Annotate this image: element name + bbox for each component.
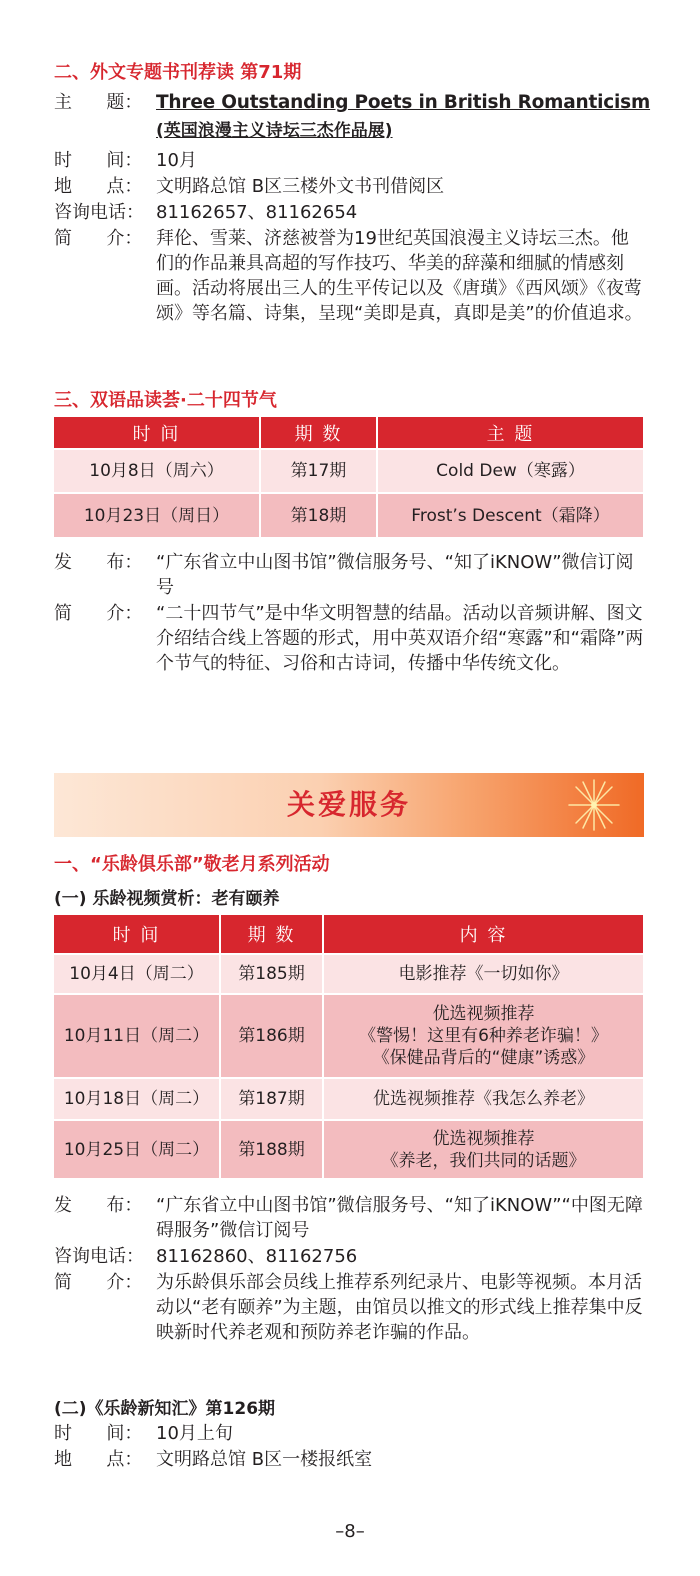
time-label: 时 间：: [54, 1423, 143, 1444]
header-time: 时 间: [54, 915, 220, 954]
phone-label: 咨询电话：: [54, 202, 144, 223]
phone-label: 咨询电话：: [54, 1246, 144, 1267]
intro-value: “二十四节气”是中华文明智慧的结晶。活动以音频讲解、图文介绍结合线上答题的形式，用中英双语介绍“寒露”和“霜降”两个节气的特征、习俗和古诗词，传播中华传统文化。: [156, 603, 644, 674]
publish-row: [54, 1193, 646, 1245]
cell-theme: Frost’s Descent（霜降）: [377, 493, 643, 537]
cell-issue: 第185期: [220, 954, 323, 994]
cell-date: 10月8日（周六）: [54, 449, 260, 493]
cell-issue: 第187期: [220, 1078, 323, 1120]
care-services-banner: [54, 773, 644, 837]
section-foreign-books-title: 二、外文专题书刊荐读 第71期: [54, 62, 302, 83]
theme-label: 主 题：: [54, 92, 143, 113]
publish-label: 发 布：: [54, 552, 143, 573]
phone-value: 81162657、81162654: [156, 202, 358, 223]
place-label: 地 点：: [54, 176, 143, 197]
publish-row: [54, 550, 646, 602]
header-time: 时 间: [54, 417, 260, 449]
cell-content: 优选视频推荐《我怎么养老》: [323, 1078, 643, 1120]
senior-knowledge-title: (二)《乐龄新知汇》第126期: [54, 1399, 276, 1419]
theme-row: [54, 90, 651, 146]
time-value: 10月: [156, 150, 197, 171]
place-value: 文明路总馆 B区三楼外文书刊借阅区: [156, 176, 445, 197]
table-row: [54, 449, 643, 493]
publish-value: “广东省立中山图书馆”微信服务号、“知了iKNOW”“中图无障碍服务”微信订阅号: [156, 1195, 643, 1241]
intro-value: 拜伦、雪莱、济慈被誉为19世纪英国浪漫主义诗坛三杰。他们的作品兼具高超的写作技巧、华美的辞藻和细腻的情感刻画。活动将展出三人的生平传记以及《唐璜》《西风颂》《夜莺颂》等名篇、诗集，呈现“美即是真，真即是美”的价值追求。: [156, 228, 643, 324]
cell-content: 优选视频推荐 《养老，我们共同的话题》: [323, 1120, 643, 1178]
section-bilingual-title: 三、双语品读荟·二十四节气: [54, 390, 277, 411]
cell-issue: 第186期: [220, 994, 323, 1078]
cell-content: 优选视频推荐 《警惕！这里有6种养老诈骗！》 《保健品背后的“健康”诱惑》: [323, 994, 643, 1078]
intro-row: [54, 226, 646, 356]
publish-label: 发 布：: [54, 1195, 143, 1216]
publish-value: “广东省立中山图书馆”微信服务号、“知了iKNOW”微信订阅号: [156, 552, 634, 598]
intro-value: 为乐龄俱乐部会员线上推荐系列纪录片、电影等视频。本月活动以“老有颐养”为主题，由馆员以推文的形式线上推荐集中反映新时代养老观和预防养老诈骗的作品。: [156, 1272, 643, 1343]
intro-label: 简 介：: [54, 603, 143, 624]
theme-chinese: (英国浪漫主义诗坛三杰作品展): [156, 121, 393, 141]
cell-theme: Cold Dew（寒露）: [377, 449, 643, 493]
cell-content: 电影推荐《一切如你》: [323, 954, 643, 994]
header-issue: 期 数: [260, 417, 377, 449]
senior-club-title: 一、“乐龄俱乐部”敬老月系列活动: [54, 854, 330, 875]
table-row: [54, 493, 643, 537]
banner-title: 关爱服务: [286, 788, 411, 821]
table-row: [54, 994, 643, 1078]
cell-date: 10月18日（周二）: [54, 1078, 220, 1120]
page-number: –8–: [335, 1521, 365, 1542]
cell-issue: 第17期: [260, 449, 377, 493]
senior-video-table: [54, 915, 643, 1178]
theme-english: Three Outstanding Poets in British Romanticism: [156, 92, 651, 113]
intro-label: 简 介：: [54, 228, 143, 249]
intro-row: [54, 601, 646, 705]
place-label: 地 点：: [54, 1449, 143, 1470]
time-label: 时 间：: [54, 150, 143, 171]
cell-issue: 第188期: [220, 1120, 323, 1178]
cell-date: 10月4日（周二）: [54, 954, 220, 994]
intro-row: [54, 1270, 646, 1374]
cell-issue: 第18期: [260, 493, 377, 537]
solar-terms-table: [54, 417, 643, 537]
video-appreciation-subtitle: (一) 乐龄视频赏析：老有颐养: [54, 889, 280, 909]
time-value: 10月上旬: [156, 1423, 233, 1444]
table-row: [54, 1078, 643, 1120]
header-content: 内 容: [323, 915, 643, 954]
table-row: [54, 1120, 643, 1178]
intro-label: 简 介：: [54, 1272, 143, 1293]
theme-value: [156, 90, 651, 144]
cell-date: 10月23日（周日）: [54, 493, 260, 537]
header-issue: 期 数: [220, 915, 323, 954]
header-theme: 主 题: [377, 417, 643, 449]
cell-date: 10月25日（周二）: [54, 1120, 220, 1178]
cell-date: 10月11日（周二）: [54, 994, 220, 1078]
phone-value: 81162860、81162756: [156, 1246, 358, 1267]
place-value: 文明路总馆 B区一楼报纸室: [156, 1449, 373, 1470]
table-row: [54, 954, 643, 994]
